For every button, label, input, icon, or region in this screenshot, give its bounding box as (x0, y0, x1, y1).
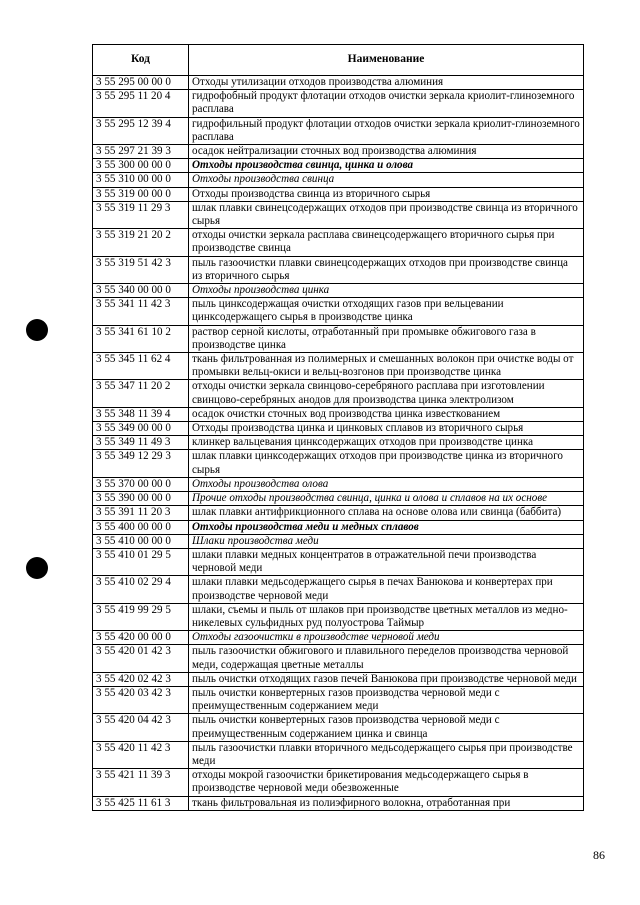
waste-name-cell: шлаки плавки медьсодержащего сырья в печах Ванюкова и конвертерах при производстве черновой меди (189, 576, 584, 603)
table-row (93, 534, 584, 548)
waste-name-cell: отходы мокрой газоочистки брикетирования медьсодержащего сырья в производстве черновой меди обезвоженные (189, 769, 584, 796)
waste-name-cell: пыль газоочистки плавки вторичного медьсодержащего сырья при производстве меди (189, 741, 584, 768)
table-row (93, 796, 584, 810)
waste-code-cell: 3 55 300 00 00 0 (93, 159, 189, 173)
waste-code-cell: 3 55 319 21 20 2 (93, 229, 189, 256)
page-number: 86 (593, 848, 605, 862)
waste-name-cell: Отходы производства свинца из вторичного сырья (189, 187, 584, 201)
table-row (93, 284, 584, 298)
table-body (93, 76, 584, 811)
table-row (93, 603, 584, 630)
binder-hole-top (26, 319, 48, 341)
waste-code-cell: 3 55 347 11 20 2 (93, 380, 189, 407)
waste-name-cell: Отходы газоочистки в производстве черновой меди (189, 631, 584, 645)
waste-name-cell: ткань фильтрованная из полимерных и смешанных волокон при очистке воды от промывки вельц-окиси и вельц-возгонов при производстве цинка (189, 353, 584, 380)
table-row (93, 477, 584, 491)
table-row (93, 76, 584, 90)
table-row (93, 492, 584, 506)
waste-name-cell: осадок нейтрализации сточных вод производства алюминия (189, 145, 584, 159)
waste-code-cell: 3 55 348 11 39 4 (93, 407, 189, 421)
waste-name-cell: гидрофильный продукт флотации отходов очистки зеркала криолит-глиноземного расплава (189, 117, 584, 144)
waste-name-cell: Отходы производства свинца (189, 173, 584, 187)
waste-code-cell: 3 55 420 03 42 3 (93, 686, 189, 713)
waste-code-cell: 3 55 420 04 42 3 (93, 714, 189, 741)
waste-code-cell: 3 55 295 12 39 4 (93, 117, 189, 144)
waste-code-cell: 3 55 410 01 29 5 (93, 548, 189, 575)
table-row (93, 145, 584, 159)
table-row (93, 90, 584, 117)
waste-name-cell: ткань фильтровальная из полиэфирного волокна, отработанная при (189, 796, 584, 810)
table-row (93, 256, 584, 283)
waste-name-cell: Шлаки производства меди (189, 534, 584, 548)
waste-name-cell: Отходы производства меди и медных сплавов (189, 520, 584, 534)
waste-code-cell: 3 55 340 00 00 0 (93, 284, 189, 298)
table-row (93, 229, 584, 256)
waste-name-cell: шлак плавки свинецсодержащих отходов при производстве свинца из вторичного сырья (189, 201, 584, 228)
waste-code-cell: 3 55 425 11 61 3 (93, 796, 189, 810)
waste-code-cell: 3 55 410 00 00 0 (93, 534, 189, 548)
table-row (93, 450, 584, 477)
waste-code-cell: 3 55 295 00 00 0 (93, 76, 189, 90)
table-row (93, 173, 584, 187)
table-row (93, 714, 584, 741)
waste-code-cell: 3 55 421 11 39 3 (93, 769, 189, 796)
table-row (93, 117, 584, 144)
table-row (93, 380, 584, 407)
table-row (93, 645, 584, 672)
waste-name-cell: отходы очистки зеркала расплава свинецсодержащего вторичного сырья при производстве свинца (189, 229, 584, 256)
waste-name-cell: Отходы производства олова (189, 477, 584, 491)
waste-name-cell: шлак плавки цинксодержащих отходов при производстве цинка из вторичного сырья (189, 450, 584, 477)
waste-code-cell: 3 55 345 11 62 4 (93, 353, 189, 380)
table-row (93, 407, 584, 421)
waste-name-cell: пыль цинксодержащая очистки отходящих газов при вельцевании цинксодержащего сырья в производстве цинка (189, 298, 584, 325)
table-row (93, 298, 584, 325)
table-row (93, 548, 584, 575)
table-row (93, 631, 584, 645)
waste-name-cell: осадок очистки сточных вод производства цинка известкованием (189, 407, 584, 421)
binder-hole-bottom (26, 557, 48, 579)
table-row (93, 520, 584, 534)
waste-name-cell: Отходы производства свинца, цинка и олова (189, 159, 584, 173)
waste-code-cell: 3 55 319 51 42 3 (93, 256, 189, 283)
table-row (93, 506, 584, 520)
waste-code-cell: 3 55 295 11 20 4 (93, 90, 189, 117)
waste-name-cell: отходы очистки зеркала свинцово-серебряного расплава при изготовлении свинцово-серебряных анодов для производства цинка электролизом (189, 380, 584, 407)
waste-code-cell: 3 55 349 11 49 3 (93, 436, 189, 450)
waste-code-cell: 3 55 410 02 29 4 (93, 576, 189, 603)
table-row (93, 576, 584, 603)
table-row (93, 686, 584, 713)
waste-code-cell: 3 55 420 00 00 0 (93, 631, 189, 645)
waste-name-cell: раствор серной кислоты, отработанный при промывке обжигового газа в производстве цинка (189, 325, 584, 352)
table-row (93, 325, 584, 352)
waste-code-cell: 3 55 420 11 42 3 (93, 741, 189, 768)
waste-codes-table (92, 44, 584, 811)
column-header-name: Наименование (189, 45, 584, 76)
waste-code-cell: 3 55 349 12 29 3 (93, 450, 189, 477)
waste-name-cell: пыль газоочистки обжигового и плавильного переделов производства черновой меди, содержащая цветные металлы (189, 645, 584, 672)
waste-code-cell: 3 55 370 00 00 0 (93, 477, 189, 491)
waste-name-cell: шлак плавки антифрикционного сплава на основе олова или свинца (баббита) (189, 506, 584, 520)
waste-name-cell: пыль очистки конвертерных газов производства черновой меди с преимущественным содержанием меди (189, 686, 584, 713)
table-row (93, 422, 584, 436)
waste-code-cell: 3 55 400 00 00 0 (93, 520, 189, 534)
table-row (93, 353, 584, 380)
waste-code-cell: 3 55 341 61 10 2 (93, 325, 189, 352)
table-row (93, 159, 584, 173)
waste-code-cell: 3 55 319 11 29 3 (93, 201, 189, 228)
waste-name-cell: гидрофобный продукт флотации отходов очистки зеркала криолит-глиноземного расплава (189, 90, 584, 117)
waste-name-cell: пыль газоочистки плавки свинецсодержащих отходов при производстве свинца из вторичного сырья (189, 256, 584, 283)
table-row (93, 187, 584, 201)
waste-name-cell: шлаки, съемы и пыль от шлаков при производстве цветных металлов из медно-никелевых сульфидных руд полуострова Таймыр (189, 603, 584, 630)
table-row (93, 436, 584, 450)
waste-code-cell: 3 55 349 00 00 0 (93, 422, 189, 436)
waste-code-cell: 3 55 390 00 00 0 (93, 492, 189, 506)
waste-name-cell: шлаки плавки медных концентратов в отражательной печи производства черновой меди (189, 548, 584, 575)
table-header-row (93, 45, 584, 76)
table-row (93, 769, 584, 796)
waste-name-cell: пыль очистки отходящих газов печей Ванюкова при производстве черновой меди (189, 672, 584, 686)
waste-code-cell: 3 55 419 99 29 5 (93, 603, 189, 630)
waste-name-cell: клинкер вальцевания цинксодержащих отходов при производстве цинка (189, 436, 584, 450)
waste-name-cell: Отходы утилизации отходов производства алюминия (189, 76, 584, 90)
table-row (93, 672, 584, 686)
waste-code-cell: 3 55 391 11 20 3 (93, 506, 189, 520)
waste-code-cell: 3 55 420 02 42 3 (93, 672, 189, 686)
waste-code-cell: 3 55 420 01 42 3 (93, 645, 189, 672)
waste-name-cell: Отходы производства цинка и цинковых сплавов из вторичного сырья (189, 422, 584, 436)
waste-code-cell: 3 55 319 00 00 0 (93, 187, 189, 201)
waste-name-cell: Отходы производства цинка (189, 284, 584, 298)
column-header-code: Код (93, 45, 189, 76)
waste-name-cell: Прочие отходы производства свинца, цинка и олова и сплавов на их основе (189, 492, 584, 506)
table-row (93, 741, 584, 768)
waste-name-cell: пыль очистки конвертерных газов производства черновой меди с преимущественным содержанием цинка и свинца (189, 714, 584, 741)
waste-code-cell: 3 55 310 00 00 0 (93, 173, 189, 187)
waste-code-cell: 3 55 297 21 39 3 (93, 145, 189, 159)
table-row (93, 201, 584, 228)
waste-code-cell: 3 55 341 11 42 3 (93, 298, 189, 325)
